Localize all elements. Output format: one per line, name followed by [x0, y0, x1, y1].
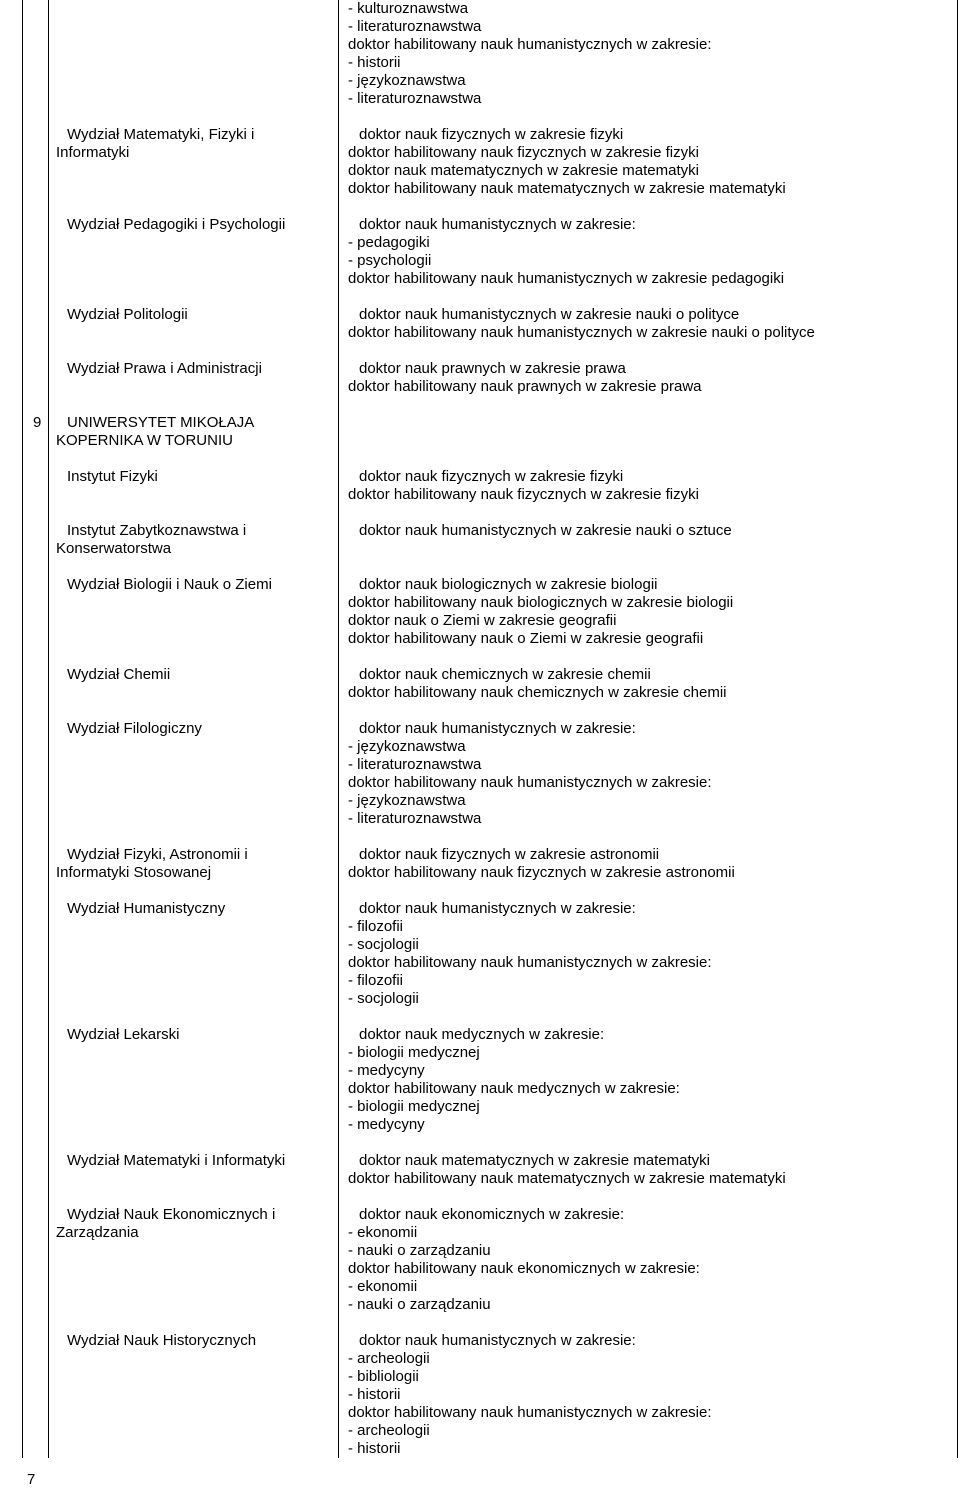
degree-list: doktor nauk medycznych w zakresie: - biologii medycznej - medycyny doktor habilitowany nauk medycznych w zakresie: - biologii medycznej - medycyny — [348, 1026, 680, 1133]
degree-list: doktor nauk fizycznych w zakresie astronomii doktor habilitowany nauk fizycznych w zakresie astronomii — [348, 846, 735, 881]
unit-name: Wydział Nauk Historycznych — [67, 1332, 257, 1349]
degree-list: doktor nauk humanistycznych w zakresie nauki o sztuce — [359, 522, 732, 539]
unit-name: Wydział Nauk Ekonomicznych i Zarządzania — [56, 1206, 276, 1241]
unit-name: Wydział Lekarski — [67, 1026, 180, 1043]
degree-line: - literaturoznawstwa — [348, 18, 482, 35]
page-number: 7 — [27, 1471, 36, 1488]
unit-name: Wydział Pedagogiki i Psychologii — [67, 216, 286, 233]
degree-continuation — [348, 0, 712, 108]
unit-name: Wydział Prawa i Administracji — [67, 360, 262, 377]
degree-list: doktor nauk biologicznych w zakresie biologii doktor habilitowany nauk biologicznych w zakresie biologii doktor nauk o Ziemi w zakresie geografii doktor habilitowany nauk o Ziemi w zakresie geografii — [348, 576, 734, 647]
degree-list: doktor nauk humanistycznych w zakresie: - językoznawstwa - literaturoznawstwa doktor habilitowany nauk humanistycznych w zakresie: - językoznawstwa - literaturoznawstwa — [348, 720, 712, 827]
unit-name: Wydział Matematyki i Informatyki — [67, 1152, 286, 1169]
unit-name: Wydział Chemii — [67, 666, 171, 683]
row-number: 9 — [33, 414, 42, 431]
degree-list: doktor nauk humanistycznych w zakresie: - filozofii - socjologii doktor habilitowany nauk humanistycznych w zakresie: - filozofii - socjologii — [348, 900, 712, 1007]
degree-list: doktor nauk humanistycznych w zakresie: - pedagogiki - psychologii doktor habilitowany nauk humanistycznych w zakresie pedagogiki — [348, 216, 785, 287]
unit-name: Wydział Politologii — [67, 306, 188, 323]
column-divider-number — [48, 0, 49, 1458]
degree-list: doktor nauk humanistycznych w zakresie: - archeologii - bibliologii - historii doktor habilitowany nauk humanistycznych w zakresie: - archeologii - historii — [348, 1332, 712, 1457]
degree-list: doktor nauk fizycznych w zakresie fizyki doktor habilitowany nauk fizycznych w zakresie fizyki — [348, 468, 699, 503]
unit-name: Wydział Filologiczny — [67, 720, 202, 737]
degree-list: doktor nauk matematycznych w zakresie matematyki doktor habilitowany nauk matematycznych w zakresie matematyki — [348, 1152, 786, 1187]
degree-list: doktor nauk chemicznych w zakresie chemii doktor habilitowany nauk chemicznych w zakresie chemii — [348, 666, 727, 701]
unit-name: Wydział Matematyki, Fizyki i Informatyki — [56, 126, 255, 161]
degree-line: - historii — [348, 54, 401, 71]
table-border-left — [22, 0, 23, 1458]
unit-name: Wydział Fizyki, Astronomii i Informatyki Stosowanej — [56, 846, 248, 881]
table-border-right — [957, 0, 958, 1458]
unit-name: Instytut Zabytkoznawstwa i Konserwatorstwa — [56, 522, 247, 557]
degree-line: - literaturoznawstwa — [348, 90, 482, 107]
degree-line: - kulturoznawstwa — [348, 0, 469, 17]
degree-list: doktor nauk ekonomicznych w zakresie: - ekonomii - nauki o zarządzaniu doktor habilitowany nauk ekonomicznych w zakresie: - ekonomii - nauki o zarządzaniu — [348, 1206, 700, 1313]
degree-list: doktor nauk fizycznych w zakresie fizyki doktor habilitowany nauk fizycznych w zakresie fizyki doktor nauk matematycznych w zakresie matematyki doktor habilitowany nauk matematycznych w zakresie matematyki — [348, 126, 786, 197]
unit-name: Wydział Biologii i Nauk o Ziemi — [67, 576, 272, 593]
degree-line: doktor habilitowany nauk humanistycznych w zakresie: — [348, 36, 712, 53]
degree-line: - językoznawstwa — [348, 72, 466, 89]
column-divider-unit — [338, 0, 339, 1458]
university-name: UNIWERSYTET MIKOŁAJA KOPERNIKA W TORUNIU — [56, 414, 255, 449]
unit-name: Wydział Humanistyczny — [67, 900, 226, 917]
unit-name: Instytut Fizyki — [67, 468, 158, 485]
degree-list: doktor nauk prawnych w zakresie prawa doktor habilitowany nauk prawnych w zakresie prawa — [348, 360, 702, 395]
degree-list: doktor nauk humanistycznych w zakresie nauki o polityce doktor habilitowany nauk humanistycznych w zakresie nauki o polityce — [348, 306, 815, 341]
